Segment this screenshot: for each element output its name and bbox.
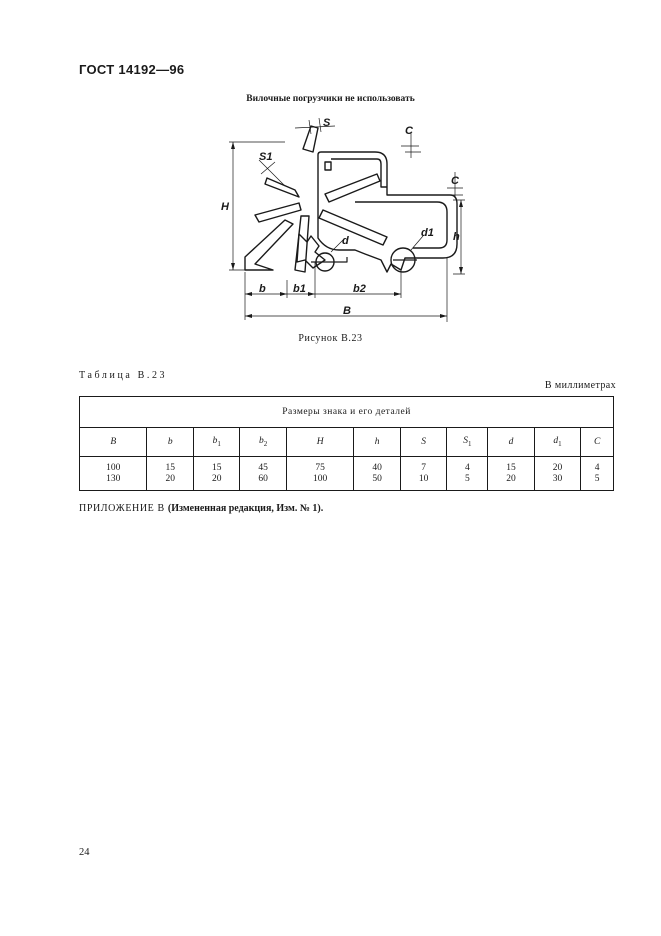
table-header-row xyxy=(80,428,614,457)
dim-label-d: d xyxy=(342,235,349,247)
table-cell: 40 50 xyxy=(354,457,400,491)
dim-label-B: B xyxy=(343,305,351,317)
column-header: $b_2$ xyxy=(240,428,286,457)
column-header: d xyxy=(488,428,534,457)
dimensions-table xyxy=(79,396,614,491)
amendment-note xyxy=(79,503,323,514)
table-cell: 20 30 xyxy=(534,457,580,491)
table-cell: 7 10 xyxy=(400,457,446,491)
page-number: 24 xyxy=(79,847,90,858)
column-header: h xyxy=(354,428,400,457)
sign-title: Вилочные погрузчики не использовать xyxy=(246,94,415,104)
table-group-header: Размеры знака и его деталей xyxy=(80,397,614,428)
column-header: $b_1$ xyxy=(193,428,239,457)
appendix-reference: ПРИЛОЖЕНИЕ В xyxy=(79,503,165,514)
document-code: ГОСТ 14192—96 xyxy=(79,62,185,77)
forklift-counterweight-inner xyxy=(355,202,447,248)
dim-label-b2: b2 xyxy=(353,283,366,295)
table-values-row xyxy=(80,457,614,491)
table-cell: 4 5 xyxy=(581,457,614,491)
dim-label-d1: d1 xyxy=(421,227,434,239)
dim-label-C-right: C xyxy=(451,175,459,187)
table-cell: 4 5 xyxy=(447,457,488,491)
forklift-body-outline xyxy=(318,152,457,272)
dim-label-b1: b1 xyxy=(293,283,306,295)
dim-S1-line xyxy=(259,160,285,186)
column-header: S xyxy=(400,428,446,457)
prohibition-star-arm-upper-left xyxy=(265,178,299,197)
table-cell: 45 60 xyxy=(240,457,286,491)
table-cell: 75 100 xyxy=(286,457,353,491)
column-header: H xyxy=(286,428,353,457)
prohibition-star-arm-lower-left xyxy=(245,220,293,270)
table-cell: 100 130 xyxy=(80,457,147,491)
table-cell: 15 20 xyxy=(488,457,534,491)
amendment-text: (Измененная редакция, Изм. № 1). xyxy=(167,503,324,514)
prohibition-star-arm-bottom xyxy=(295,216,309,272)
dim-label-S: S xyxy=(323,117,331,129)
column-header: $S_1$ xyxy=(447,428,488,457)
figure-caption: Рисунок В.23 xyxy=(298,333,363,344)
dim-label-b: b xyxy=(259,283,266,295)
forklift-prohibited-sign-drawing xyxy=(215,112,465,327)
forklift-mast xyxy=(297,234,325,268)
prohibition-star-arm-lower-right xyxy=(319,210,387,245)
table-units: В миллиметрах xyxy=(544,380,616,391)
table-cell: 15 20 xyxy=(193,457,239,491)
dim-label-S1: S1 xyxy=(259,151,273,163)
table-cell: 15 20 xyxy=(147,457,193,491)
column-header: B xyxy=(80,428,147,457)
column-header: C xyxy=(581,428,614,457)
dim-label-h: h xyxy=(453,231,460,243)
prohibition-star-arm-right xyxy=(325,174,380,202)
prohibition-star-arm-left xyxy=(255,203,301,222)
table-label: Таблица В.23 xyxy=(79,370,168,381)
dim-label-C-top: C xyxy=(405,125,413,137)
dim-b-line xyxy=(245,272,287,320)
column-header: b xyxy=(147,428,193,457)
column-header: $d_1$ xyxy=(534,428,580,457)
dim-label-H: H xyxy=(221,201,229,213)
dim-H-line xyxy=(229,142,285,270)
